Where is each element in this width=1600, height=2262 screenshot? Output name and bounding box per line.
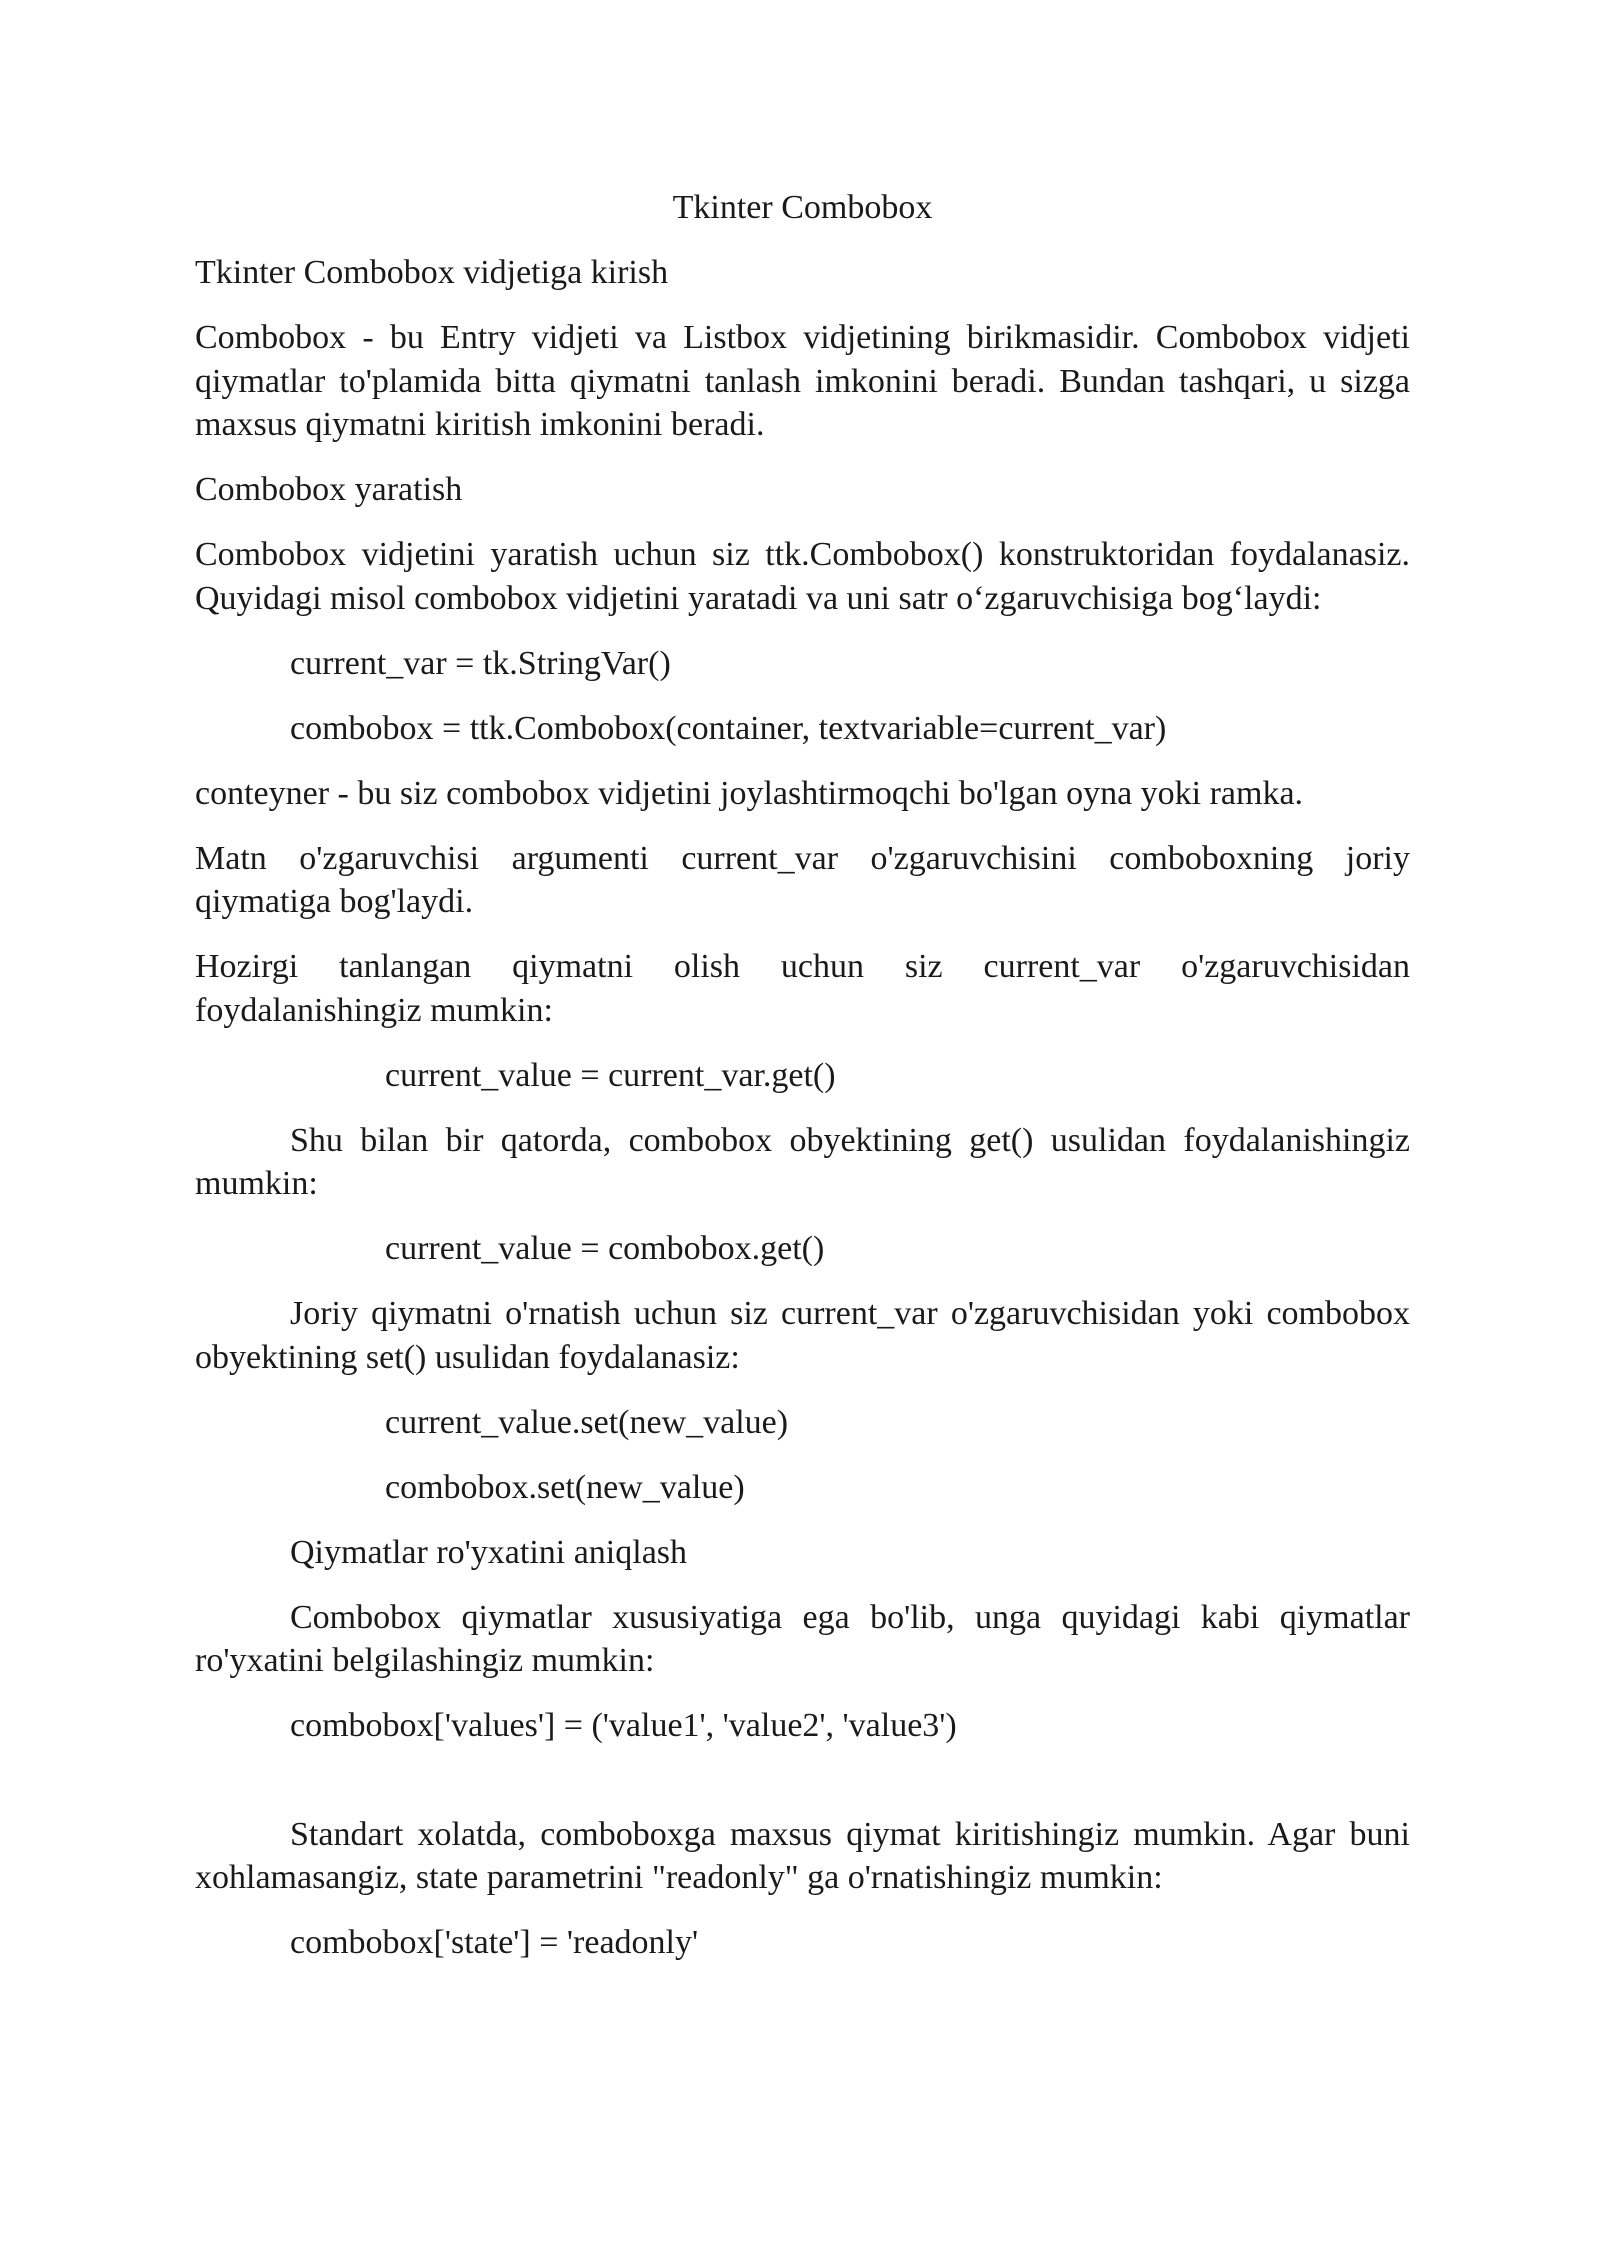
get-method-paragraph: Shu bilan bir qatorda, combobox obyektining get() usulidan foydalanishingiz mumkin: xyxy=(195,1121,1410,1202)
blank-line xyxy=(195,1769,1410,1813)
create-paragraph: Combobox vidjetini yaratish uchun siz ttk.Combobox() konstruktoridan foydalanasiz. Quyidagi misol combobox vidjetini yaratadi va uni satr o‘zgaruvchisiga bog‘laydi: xyxy=(195,536,1410,617)
code-line-get-var: current_value = current_var.get() xyxy=(385,1056,836,1094)
code-line-set-value: current_value.set(new_value) xyxy=(385,1403,789,1441)
intro-paragraph: Combobox - bu Entry vidjeti va Listbox vidjetining birikmasidir. Combobox vidjeti qiymatlar to'plamida bitta qiymatni tanlash imkonini beradi. Bundan tashqari, u sizga maxsus qiymatni kiritish imkonini beradi. xyxy=(195,319,1410,443)
code-line-readonly: combobox['state'] = 'readonly' xyxy=(290,1924,699,1961)
code-line-get-combobox: current_value = combobox.get() xyxy=(385,1230,825,1267)
values-paragraph: Combobox qiymatlar xususiyatiga ega bo'lib, unga quyidagi kabi qiymatlar ro'yxatini belgilashingiz mumkin: xyxy=(195,1598,1410,1679)
code-line-create-combobox: combobox = ttk.Combobox(container, textvariable=current_var) xyxy=(290,709,1167,747)
section-heading-create: Combobox yaratish xyxy=(195,471,463,508)
section-heading-intro: Tkinter Combobox vidjetiga kirish xyxy=(195,254,669,291)
document-title: Tkinter Combobox xyxy=(672,189,933,226)
section-heading-values: Qiymatlar ro'yxatini aniqlash xyxy=(290,1533,688,1571)
get-paragraph: Hozirgi tanlangan qiymatni olish uchun siz current_var o'zgaruvchisidan foydalanishingiz mumkin: xyxy=(195,948,1410,1029)
code-line-create-var: current_var = tk.StringVar() xyxy=(290,644,671,682)
readonly-paragraph: Standart xolatda, comboboxga maxsus qiymat kiritishingiz mumkin. Agar buni xohlamasangiz, state parametrini "readonly" ga o'rnatishingiz mumkin: xyxy=(195,1815,1410,1896)
textvariable-paragraph: Matn o'zgaruvchisi argumenti current_var o'zgaruvchisini comboboxning joriy qiymatiga bog'laydi. xyxy=(195,839,1410,920)
code-line-values: combobox['values'] = ('value1', 'value2', 'value3') xyxy=(290,1707,957,1744)
code-line-set-combobox: combobox.set(new_value) xyxy=(385,1468,745,1506)
document-page xyxy=(195,186,1410,1986)
container-paragraph: conteyner - bu siz combobox vidjetini joylashtirmoqchi bo'lgan oyna yoki ramka. xyxy=(195,774,1304,812)
set-paragraph: Joriy qiymatni o'rnatish uchun siz current_var o'zgaruvchisidan yoki combobox obyektining set() usulidan foydalanasiz: xyxy=(195,1295,1410,1376)
